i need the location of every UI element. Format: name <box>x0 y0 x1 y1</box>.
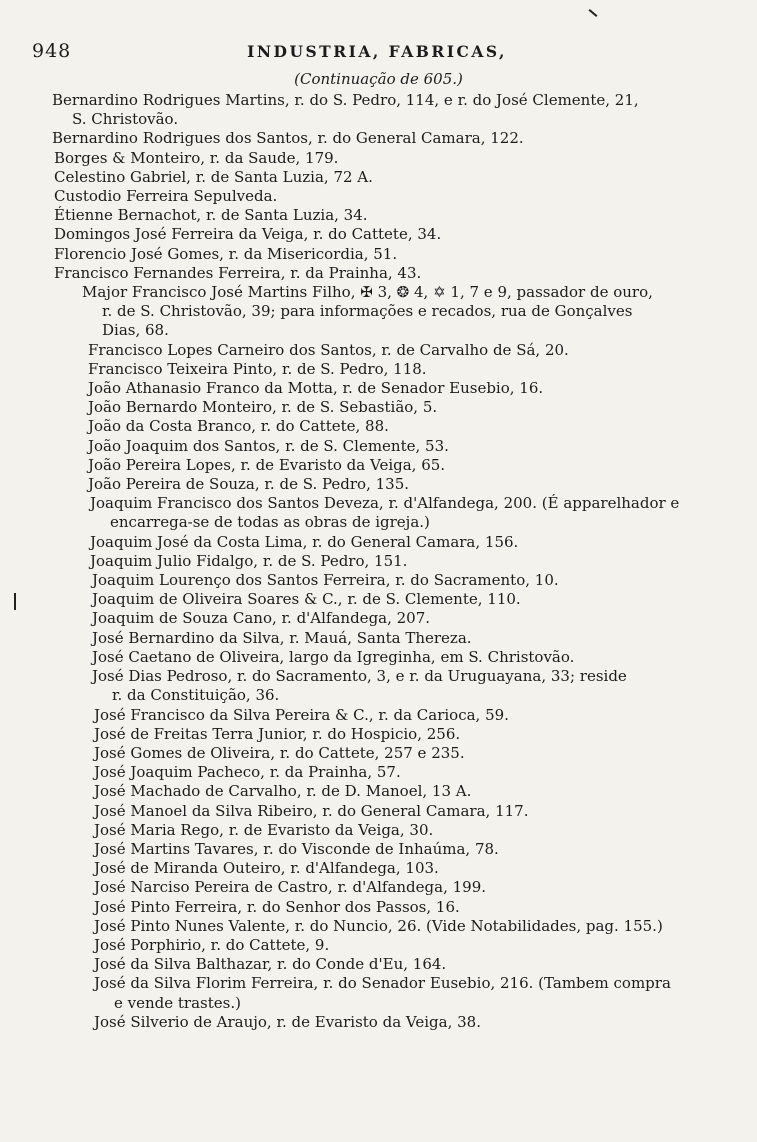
directory-entry <box>82 283 717 341</box>
directory-entry <box>92 590 717 609</box>
running-head: INDUSTRIA, FABRICAS, <box>247 42 507 61</box>
entry-line: José Maria Rego, r. de Evaristo da Veiga, 30. <box>94 820 434 839</box>
directory-entry <box>88 437 717 456</box>
directory-entry <box>94 878 717 897</box>
entry-line: Joaquim José da Costa Lima, r. do General Camara, 156. <box>90 532 519 551</box>
directory-entry <box>54 245 717 264</box>
directory-entry <box>52 91 717 129</box>
directory-entry <box>94 1013 717 1032</box>
entry-list <box>0 91 757 1032</box>
page-header <box>32 40 722 66</box>
directory-entry <box>94 955 717 974</box>
directory-entry <box>94 974 717 1012</box>
directory-entry <box>94 706 717 725</box>
entry-line: Celestino Gabriel, r. de Santa Luzia, 72 A. <box>54 167 373 186</box>
directory-entry <box>54 225 717 244</box>
continuation-note: (Continuação de 605.) <box>294 70 463 88</box>
entry-continuation-line: S. Christovão. <box>72 110 179 129</box>
directory-entry <box>54 206 717 225</box>
directory-entry <box>88 379 717 398</box>
entry-continuation-line: encarrega-se de todas as obras de igreja.) <box>110 513 430 532</box>
entry-line: João da Costa Branco, r. do Cattete, 88. <box>88 417 389 436</box>
entry-line: José Pinto Ferreira, r. do Senhor dos Passos, 16. <box>94 897 460 916</box>
entry-line: Bernardino Rodrigues dos Santos, r. do General Camara, 122. <box>52 129 524 148</box>
entry-line: José de Miranda Outeiro, r. d'Alfandega, 103. <box>94 859 439 878</box>
ink-mark <box>589 9 598 17</box>
directory-entry <box>94 802 717 821</box>
entry-line: João Athanasio Franco da Motta, r. de Senador Eusebio, 16. <box>88 379 544 398</box>
entry-line: Francisco Teixeira Pinto, r. de S. Pedro, 118. <box>88 359 427 378</box>
entry-line: Borges & Monteiro, r. da Saude, 179. <box>54 148 339 167</box>
entry-line: José Caetano de Oliveira, largo da Igreginha, em S. Christovão. <box>92 647 575 666</box>
directory-entry <box>94 898 717 917</box>
directory-entry <box>94 725 717 744</box>
entry-line: José Manoel da Silva Ribeiro, r. do General Camara, 117. <box>94 801 529 820</box>
directory-entry <box>92 609 717 628</box>
directory-entry <box>90 494 717 532</box>
entry-line: João Bernardo Monteiro, r. de S. Sebastião, 5. <box>88 398 438 417</box>
entry-line: José da Silva Florim Ferreira, r. do Senador Eusebio, 216. (Tambem compra <box>94 974 671 993</box>
directory-entry <box>92 648 717 667</box>
directory-entry <box>94 936 717 955</box>
entry-line: Custodio Ferreira Sepulveda. <box>54 187 278 206</box>
entry-line: Francisco Fernandes Ferreira, r. da Prainha, 43. <box>54 263 422 282</box>
entry-line: Bernardino Rodrigues Martins, r. do S. Pedro, 114, e r. do José Clemente, 21, <box>52 91 639 109</box>
directory-entry <box>88 360 717 379</box>
directory-entry <box>94 917 717 936</box>
entry-line: José Francisco da Silva Pereira & C., r. da Carioca, 59. <box>94 705 509 724</box>
entry-line: Étienne Bernachot, r. de Santa Luzia, 34. <box>54 206 368 225</box>
entry-line: Francisco Lopes Carneiro dos Santos, r. de Carvalho de Sá, 20. <box>88 340 569 359</box>
directory-entry <box>94 763 717 782</box>
directory-entry <box>88 341 717 360</box>
directory-entry <box>94 744 717 763</box>
entry-line: José Pinto Nunes Valente, r. do Nuncio, 26. (Vide Notabilidades, pag. 155.) <box>94 916 663 935</box>
entry-continuation-line: r. de S. Christovão, 39; para informações e recados, rua de Gonçalves <box>102 302 633 321</box>
directory-entry <box>94 782 717 801</box>
entry-line: José da Silva Balthazar, r. do Conde d'Eu, 164. <box>94 955 447 974</box>
directory-entry <box>54 264 717 283</box>
directory-entry <box>90 533 717 552</box>
entry-line: Major Francisco José Martins Filho, ✠ 3, ❂ 4, ✡ 1, 7 e 9, passador de ouro, <box>82 283 653 302</box>
entry-continuation-line: e vende trastes.) <box>114 993 241 1012</box>
entry-line: Joaquim Lourenço dos Santos Ferreira, r. do Sacramento, 10. <box>92 571 559 590</box>
directory-entry <box>92 571 717 590</box>
entry-line: José Dias Pedroso, r. do Sacramento, 3, e r. da Uruguayana, 33; reside <box>92 667 627 686</box>
directory-entry <box>52 129 717 148</box>
directory-entry <box>94 859 717 878</box>
entry-line: Joaquim de Oliveira Soares & C., r. de S. Clemente, 110. <box>92 590 521 609</box>
directory-entry <box>94 821 717 840</box>
entry-line: José Narciso Pereira de Castro, r. d'Alfandega, 199. <box>94 878 486 897</box>
directory-entry <box>92 667 717 705</box>
directory-entry <box>54 149 717 168</box>
directory-entry <box>88 417 717 436</box>
entry-line: Joaquim de Souza Cano, r. d'Alfandega, 207. <box>92 609 431 628</box>
entry-line: Florencio José Gomes, r. da Misericordia, 51. <box>54 244 398 263</box>
entry-line: José Silverio de Araujo, r. de Evaristo da Veiga, 38. <box>94 1012 481 1031</box>
directory-entry <box>54 187 717 206</box>
entry-line: José Porphirio, r. do Cattete, 9. <box>94 935 330 954</box>
entry-line: José Bernardino da Silva, r. Mauá, Santa Thereza. <box>92 628 472 647</box>
entry-line: José Gomes de Oliveira, r. do Cattete, 257 e 235. <box>94 743 465 762</box>
entry-line: Joaquim Francisco dos Santos Deveza, r. d'Alfandega, 200. (É apparelhador e <box>90 494 680 513</box>
entry-line: João Pereira Lopes, r. de Evaristo da Veiga, 65. <box>88 455 446 474</box>
page-number: 948 <box>32 40 72 62</box>
directory-entry <box>92 629 717 648</box>
entry-line: João Joaquim dos Santos, r. de S. Clemente, 53. <box>88 436 449 455</box>
directory-entry <box>94 840 717 859</box>
entry-continuation-line: r. da Constituição, 36. <box>112 686 280 705</box>
directory-entry <box>54 168 717 187</box>
directory-entry <box>88 398 717 417</box>
entry-line: José de Freitas Terra Junior, r. do Hospicio, 256. <box>94 724 461 743</box>
directory-entry <box>88 475 717 494</box>
entry-line: José Martins Tavares, r. do Visconde de Inhaúma, 78. <box>94 839 499 858</box>
entry-continuation-line: Dias, 68. <box>102 321 169 340</box>
entry-line: João Pereira de Souza, r. de S. Pedro, 135. <box>88 475 410 494</box>
directory-entry <box>90 552 717 571</box>
entry-line: Domingos José Ferreira da Veiga, r. do Cattete, 34. <box>54 225 442 244</box>
entry-line: Joaquim Julio Fidalgo, r. de S. Pedro, 151. <box>90 551 408 570</box>
entry-line: José Joaquim Pacheco, r. da Prainha, 57. <box>94 763 401 782</box>
directory-entry <box>88 456 717 475</box>
entry-line: José Machado de Carvalho, r. de D. Manoel, 13 A. <box>94 782 472 801</box>
